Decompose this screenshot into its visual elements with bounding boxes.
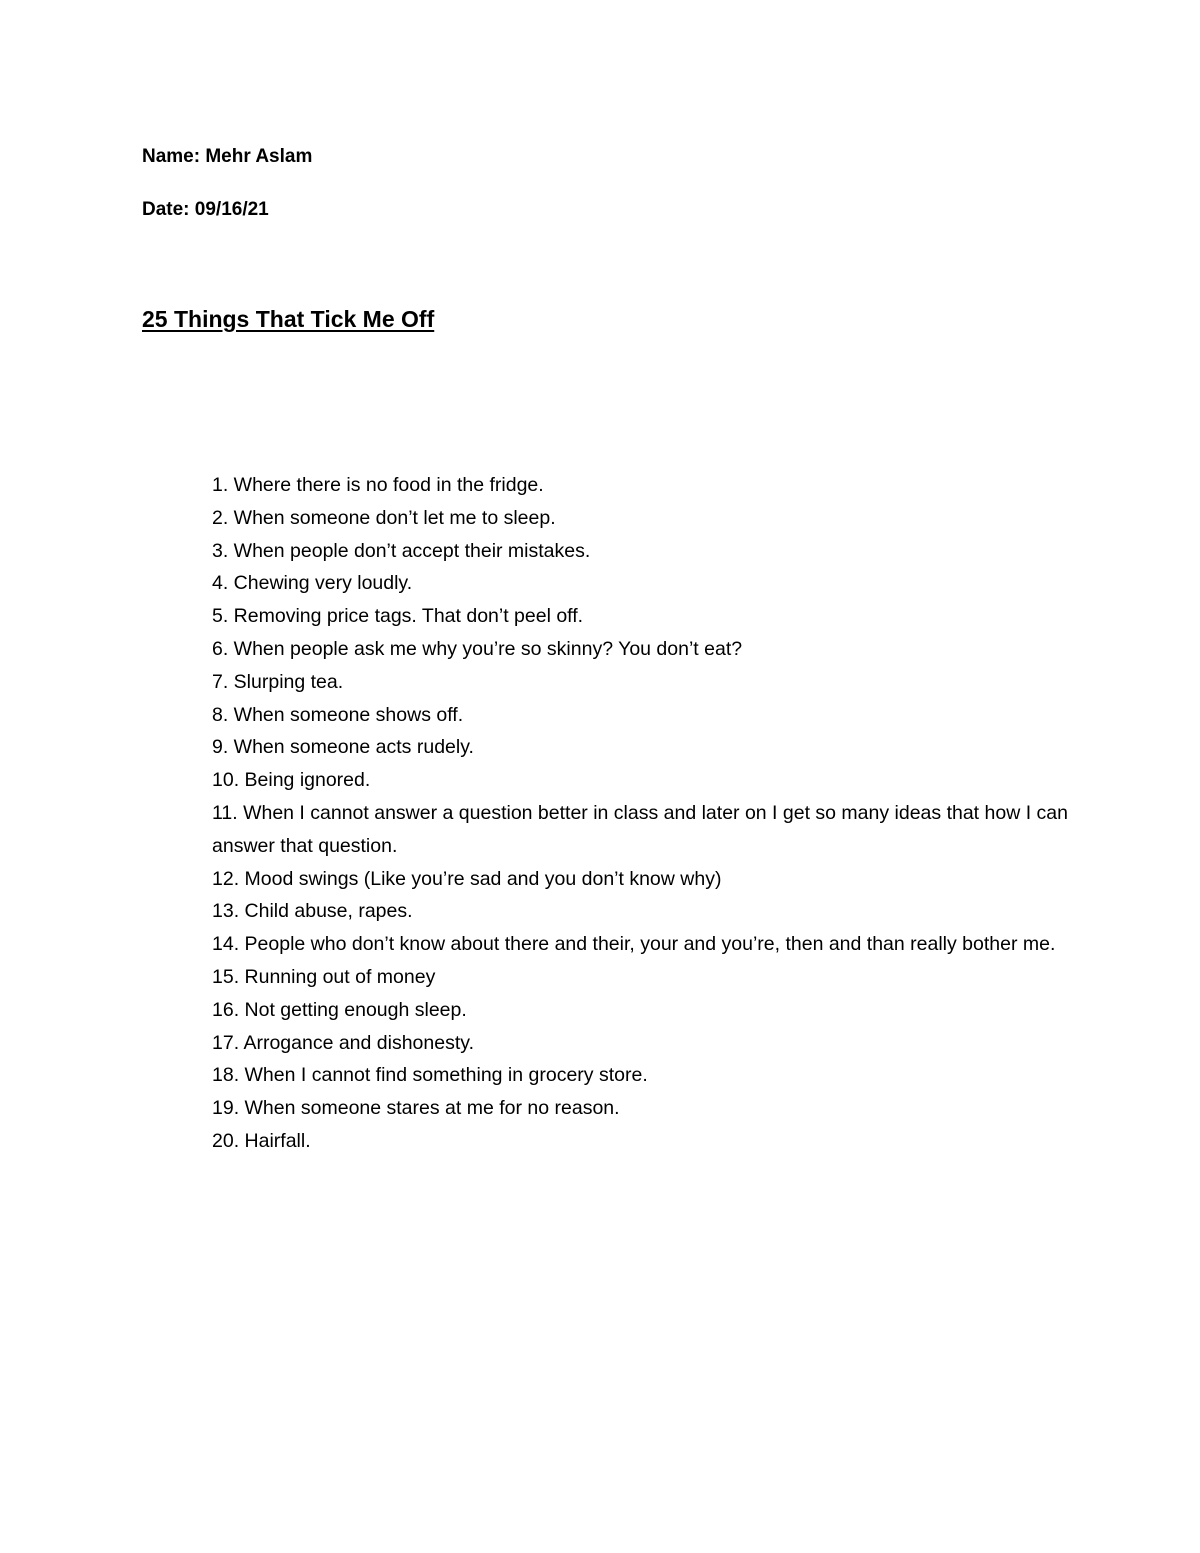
list-item: 5. Removing price tags. That don’t peel off. bbox=[212, 605, 584, 628]
list-item: 18. When I cannot find something in grocery store. bbox=[212, 1064, 648, 1087]
list-item: 1. Where there is no food in the fridge. bbox=[212, 474, 544, 496]
list-item: 11. When I cannot answer a question better in class and later on I get so many ideas that how I can answer that question. bbox=[212, 801, 1068, 857]
list-item: 20. Hairfall. bbox=[212, 1129, 311, 1152]
document-date: Date: 09/16/21 bbox=[142, 199, 269, 220]
list-item: 3. When people don’t accept their mistakes. bbox=[212, 539, 591, 562]
list-item: 2. When someone don’t let me to sleep. bbox=[212, 506, 556, 529]
things-list bbox=[212, 469, 1072, 1158]
student-name: Name: Mehr Aslam bbox=[142, 146, 313, 167]
list-item: 7. Slurping tea. bbox=[212, 670, 344, 693]
list-item: 15. Running out of money bbox=[212, 965, 436, 988]
list-item: 19. When someone stares at me for no reason. bbox=[212, 1097, 620, 1120]
list-item: 6. When people ask me why you’re so skinny? You don’t eat? bbox=[212, 637, 743, 660]
list-item: 16. Not getting enough sleep. bbox=[212, 998, 467, 1021]
list-item: 17. Arrogance and dishonesty. bbox=[212, 1031, 474, 1054]
list-item: 12. Mood swings (Like you’re sad and you don’t know why) bbox=[212, 867, 722, 890]
list-item: 14. People who don’t know about there and their, your and you’re, then and than really bother me. bbox=[212, 933, 1056, 956]
document-title: 25 Things That Tick Me Off bbox=[142, 306, 435, 332]
list-item: 9. When someone acts rudely. bbox=[212, 736, 474, 759]
list-item: 10. Being ignored. bbox=[212, 769, 371, 792]
list-item: 4. Chewing very loudly. bbox=[212, 572, 413, 595]
list-item: 13. Child abuse, rapes. bbox=[212, 900, 413, 923]
list-item: 8. When someone shows off. bbox=[212, 703, 464, 726]
